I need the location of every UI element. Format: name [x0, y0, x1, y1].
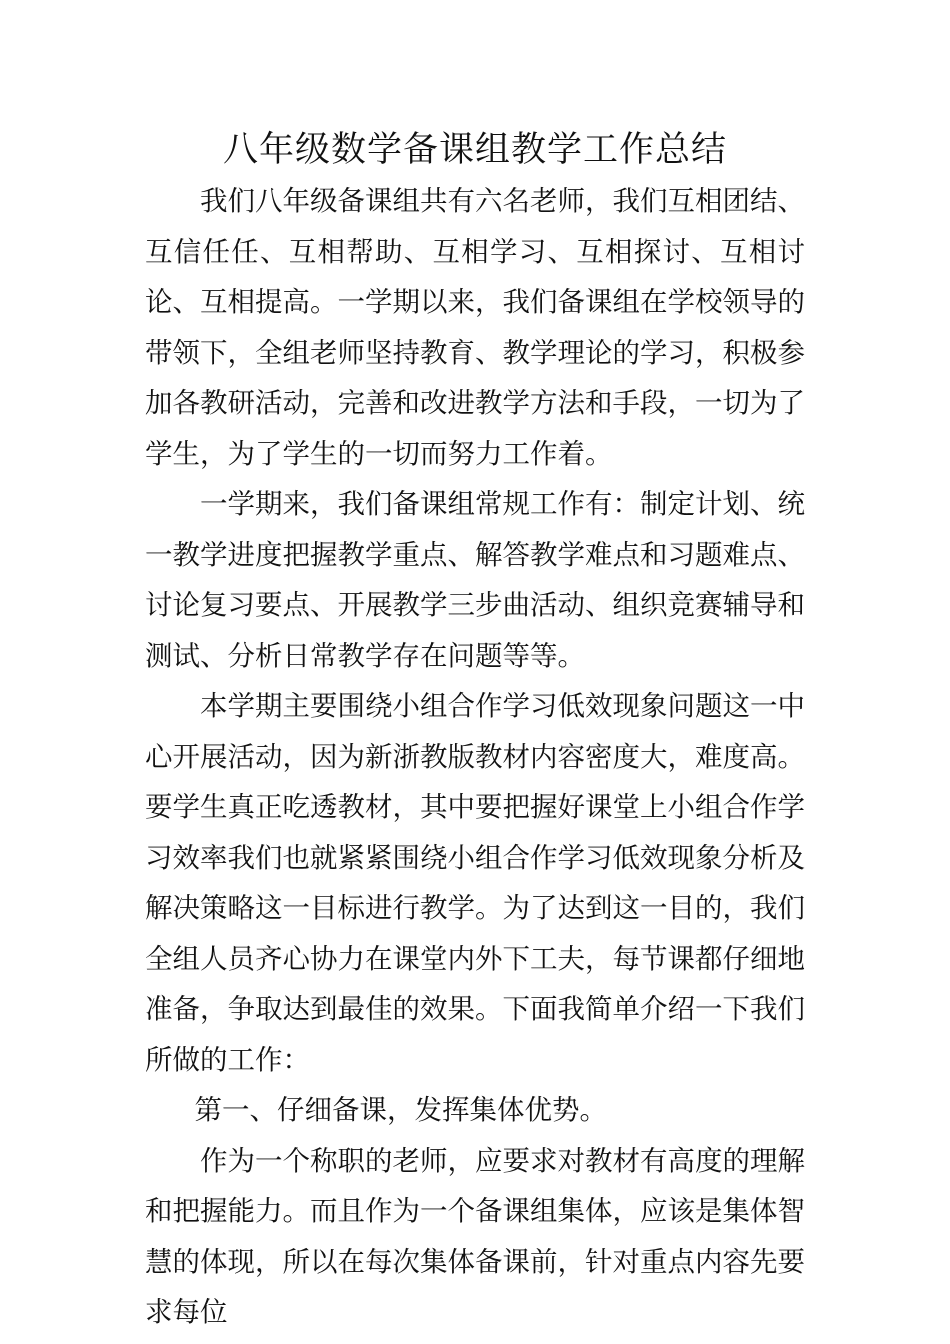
document-title: 八年级数学备课组教学工作总结 [222, 130, 727, 170]
paragraph-1: 我们八年级备课组共有六名老师，我们互相团结、互信任任、互相帮助、互相学习、互相探讨、互相讨论、互相提高。一学期以来，我们备课组在学校领导的带领下，全组老师坚持教育、教学理论的学习，积极参加各教研活动，完善和改进教学方法和手段，一切为了学生，为了学生的一切而努力工作着。 [145, 185, 805, 470]
document-body [145, 176, 805, 1338]
paragraph-3: 本学期主要围绕小组合作学习低效现象问题这一中心开展活动，因为新浙教版教材内容密度大，难度高。要学生真正吃透教材，其中要把握好课堂上小组合作学习效率我们也就紧紧围绕小组合作学习低效现象分析及解决策略这一目标进行教学。为了达到这一目的，我们全组人员齐心协力在课堂内外下工夫，每节课都仔细地准备，争取达到最佳的效果。下面我简单介绍一下我们所做的工作： [145, 690, 805, 1076]
section-heading: 第一、仔细备课，发挥集体优势。 [194, 1094, 607, 1126]
paragraph-4: 作为一个称职的老师，应要求对教材有高度的理解和把握能力。而且作为一个备课组集体，应该是集体智慧的体现，所以在每次集体备课前，针对重点内容先要求每位 [145, 1144, 805, 1328]
paragraph-2: 一学期来，我们备课组常规工作有：制定计划、统一教学进度把握教学重点、解答教学难点和习题难点、讨论复习要点、开展教学三步曲活动、组织竞赛辅导和测试、分析日常教学存在问题等等。 [145, 488, 805, 672]
